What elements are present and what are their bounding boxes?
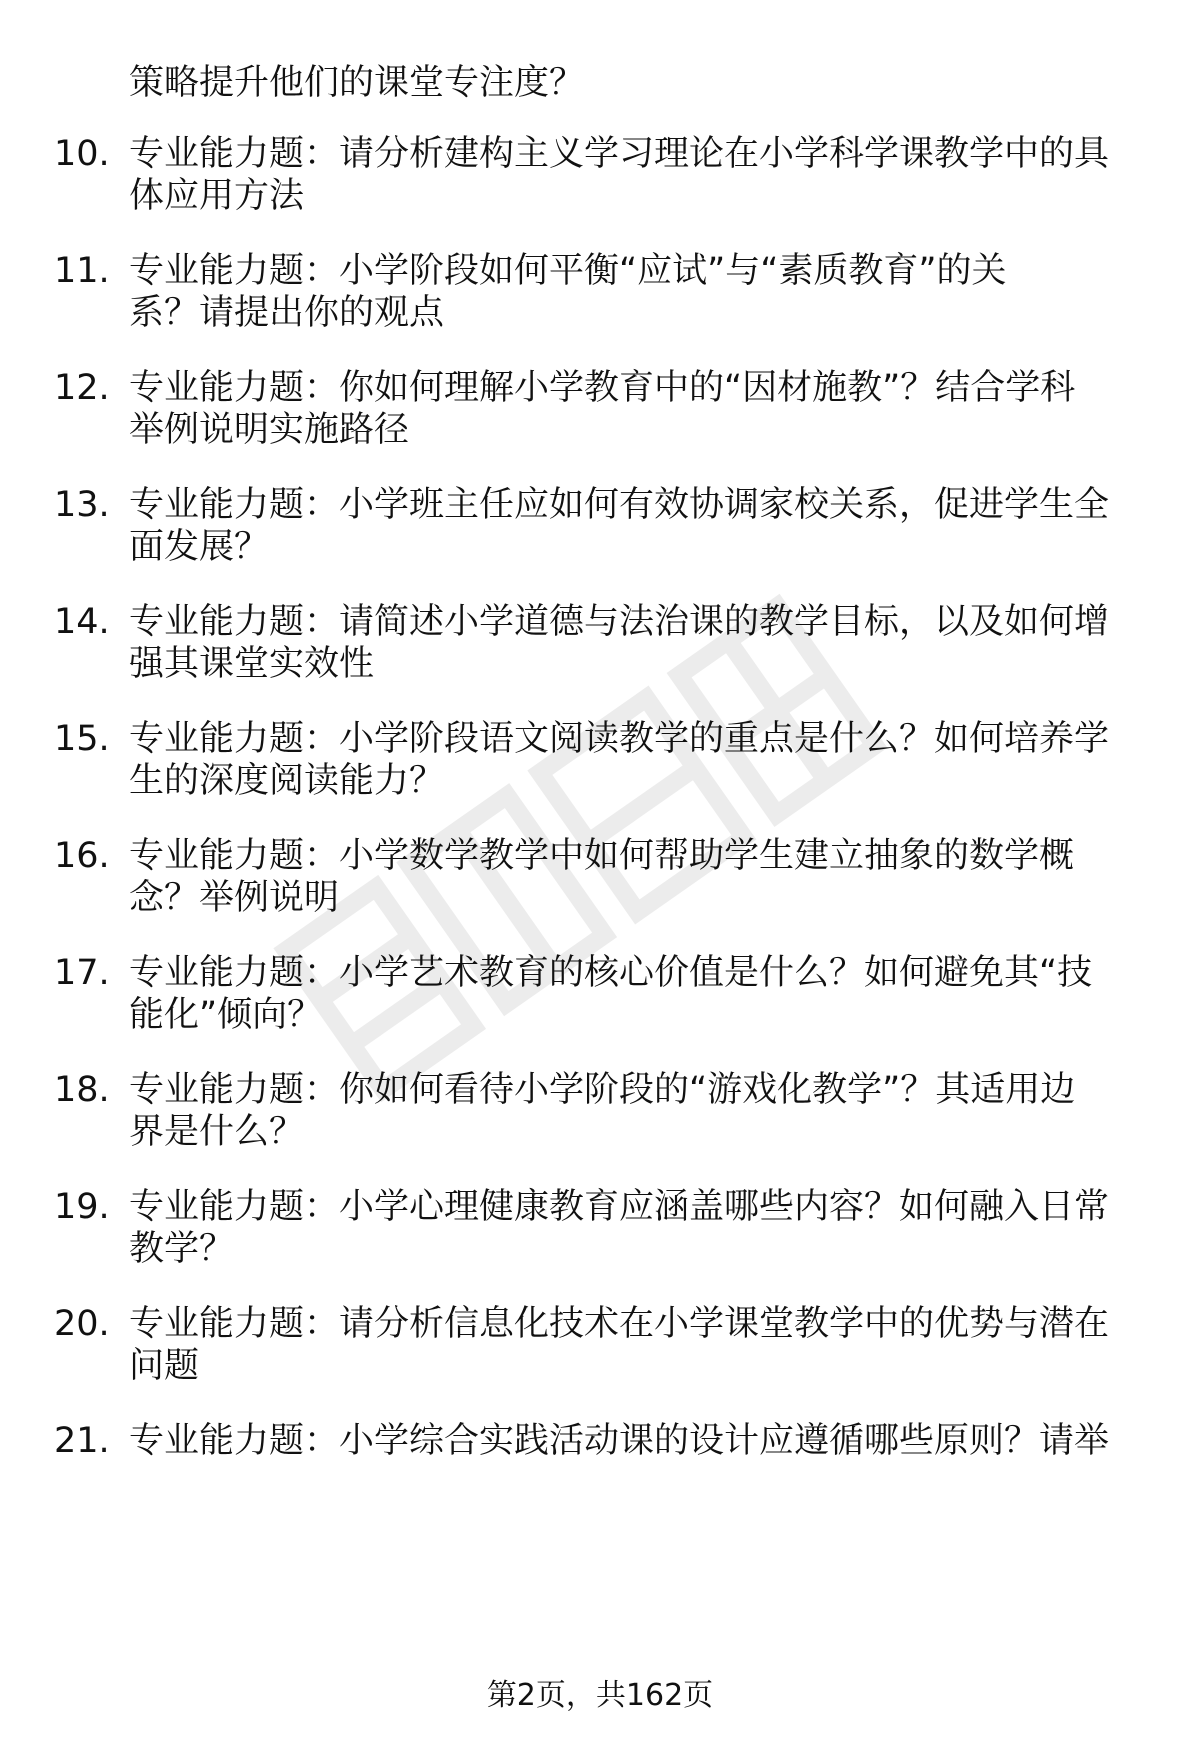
list-item-number: 20. <box>54 1304 110 1344</box>
list-item-number: 17. <box>54 953 110 993</box>
list-item-line: 专业能力题：你如何看待小学阶段的“游戏化教学”？其适用边 <box>129 1070 1076 1110</box>
list-item-continuation: 策略提升他们的课堂专注度？ <box>129 63 585 103</box>
list-item-number: 10. <box>54 134 110 174</box>
list-item-line: 专业能力题：小学综合实践活动课的设计应遵循哪些原则？请举 <box>129 1421 1110 1461</box>
list-item-line: 专业能力题：小学班主任应如何有效协调家校关系，促进学生全 <box>129 485 1110 525</box>
list-item-number: 14. <box>54 602 110 642</box>
list-item-line: 专业能力题：小学艺术教育的核心价值是什么？如何避免其“技 <box>129 953 1093 993</box>
list-item-number: 16. <box>54 836 110 876</box>
list-item-number: 13. <box>54 485 110 525</box>
list-item-line: 生的深度阅读能力？ <box>129 761 445 801</box>
list-item-line: 举例说明实施路径 <box>129 410 410 450</box>
list-item-line: 专业能力题：小学数学教学中如何帮助学生建立抽象的数学概 <box>129 836 1075 876</box>
list-item-number: 21. <box>54 1421 110 1461</box>
list-item-line: 界是什么？ <box>129 1112 305 1152</box>
list-item-line: 专业能力题：小学阶段语文阅读教学的重点是什么？如何培养学 <box>129 719 1110 759</box>
list-item-line: 专业能力题：请简述小学道德与法治课的教学目标，以及如何增 <box>129 602 1110 642</box>
page-footer: 第2页，共162页 <box>486 1678 714 1713</box>
list-item-line: 能化”倾向？ <box>129 995 323 1035</box>
list-item-line: 专业能力题：你如何理解小学教育中的“因材施教”？结合学科 <box>129 368 1076 408</box>
list-item-number: 11. <box>54 251 110 291</box>
list-item-number: 15. <box>54 719 110 759</box>
list-item-line: 系？请提出你的观点 <box>129 293 445 333</box>
list-item-line: 教学？ <box>129 1229 235 1269</box>
list-item-line: 专业能力题：小学心理健康教育应涵盖哪些内容？如何融入日常 <box>129 1187 1110 1227</box>
list-item-line: 面发展？ <box>129 527 270 567</box>
list-item-line: 念？举例说明 <box>129 878 340 918</box>
list-item-line: 强其课堂实效性 <box>129 644 375 684</box>
list-item-number: 12. <box>54 368 110 408</box>
list-item-line: 专业能力题：小学阶段如何平衡“应试”与“素质教育”的关 <box>129 251 1007 291</box>
list-item-line: 问题 <box>129 1346 200 1386</box>
list-item-line: 体应用方法 <box>129 176 305 216</box>
list-item-number: 19. <box>54 1187 110 1227</box>
list-item-number: 18. <box>54 1070 110 1110</box>
list-item-line: 专业能力题：请分析建构主义学习理论在小学科学课教学中的具 <box>129 134 1110 174</box>
list-item-line: 专业能力题：请分析信息化技术在小学课堂教学中的优势与潜在 <box>129 1304 1110 1344</box>
